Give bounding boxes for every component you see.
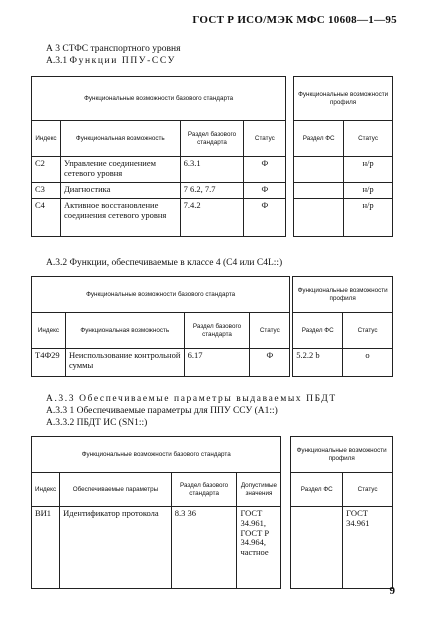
cell-index: С3 <box>32 183 61 199</box>
cell-index: ВИ1 <box>32 507 60 589</box>
table-row <box>32 349 393 377</box>
table2-base-caption: Функциональные возможности базового стандарта <box>32 277 290 313</box>
cell-status: Ф <box>244 183 286 199</box>
cell-fs <box>294 183 344 199</box>
cell-func: Диагностика <box>60 183 180 199</box>
table2-profile-caption: Функциональные возможности профиля <box>293 277 393 313</box>
section-a331-title: А.3.3 1 Обеспечиваемые параметры для ППУ ССУ (А1::) <box>46 406 278 416</box>
table-pbdt-params <box>31 436 393 589</box>
table-class4-functions <box>31 276 393 377</box>
table3-col-section: Раздел базового стандарта <box>171 473 237 507</box>
cell-fs <box>291 507 343 589</box>
section-a31-number: А.3.1 <box>46 56 68 66</box>
cell-index: Т4Ф29 <box>32 349 66 377</box>
section-a332-title: А.3.3.2 ПБДТ ИС (SN1::) <box>46 418 148 428</box>
cell-profile-status: ГОСТ 34.961 <box>343 507 393 589</box>
cell-section: 7.4.2 <box>180 199 244 237</box>
table3-base-caption: Функциональные возможности базового стандарта <box>32 437 281 473</box>
cell-section: 8.3 36 <box>171 507 237 589</box>
table-row <box>32 507 393 589</box>
cell-status: Ф <box>244 199 286 237</box>
table3-col-allowed: Допустимые значения <box>237 473 281 507</box>
table-functions-ppu-ssu <box>31 76 393 237</box>
table2-col-fs-section: Раздел ФС <box>293 313 343 349</box>
cell-index: С4 <box>32 199 61 237</box>
section-a32-title: А.3.2 Функции, обеспечиваемые в классе 4 (С4 или С4L::) <box>46 258 283 268</box>
cell-status: Ф <box>244 157 286 183</box>
cell-section: 7 6.2, 7.7 <box>180 183 244 199</box>
table2-col-profile-status: Статус <box>343 313 393 349</box>
table1-col-profile-status: Статус <box>344 121 393 157</box>
table2-col-status: Статус <box>250 313 290 349</box>
table1-col-index: Индекс <box>32 121 61 157</box>
cell-profile-status: н/р <box>344 183 393 199</box>
cell-fs <box>294 199 344 237</box>
table1-base-caption: Функциональные возможности базового стандарта <box>32 77 286 121</box>
cell-param: Идентификатор протокола <box>60 507 172 589</box>
table-row <box>32 157 393 183</box>
page-number: 9 <box>389 585 395 597</box>
table2-col-func: Функциональная возможность <box>65 313 184 349</box>
section-a33-title: А.3.3 Обеспечиваемые параметры выдаваемых ПБДТ <box>46 394 337 404</box>
section-a3-title: А 3 СТФС транспортного уровня <box>46 44 181 54</box>
table3-profile-caption: Функциональные возможности профиля <box>291 437 393 473</box>
cell-section: 6.3.1 <box>180 157 244 183</box>
table1-col-section: Раздел базового стандарта <box>180 121 244 157</box>
cell-section: 6.17 <box>184 349 250 377</box>
cell-func: Неиспользование контрольной суммы <box>65 349 184 377</box>
table1-col-status: Статус <box>244 121 286 157</box>
table2-col-index: Индекс <box>32 313 66 349</box>
cell-profile-status: о <box>343 349 393 377</box>
cell-func: Активное восстановление соединения сетевого уровня <box>60 199 180 237</box>
cell-status: Ф <box>250 349 290 377</box>
cell-fs: 5.2.2 b <box>293 349 343 377</box>
table3-col-fs-section: Раздел ФС <box>291 473 343 507</box>
table1-col-func: Функциональная возможность <box>60 121 180 157</box>
section-a31-text: Функции ППУ-ССУ <box>69 56 176 66</box>
cell-index: С2 <box>32 157 61 183</box>
cell-profile-status: н/р <box>344 199 393 237</box>
table3-col-profile-status: Статус <box>343 473 393 507</box>
page-header: ГОСТ Р ИСО/МЭК МФС 10608—1—95 <box>192 14 397 26</box>
section-a31-title <box>46 56 176 66</box>
cell-profile-status: н/р <box>344 157 393 183</box>
cell-func: Управление соединением сетевого уровня <box>60 157 180 183</box>
table2-col-section: Раздел базового стандарта <box>184 313 250 349</box>
table1-profile-caption: Функциональные возможности профиля <box>294 77 393 121</box>
table3-col-index: Индекс <box>32 473 60 507</box>
table-row <box>32 183 393 199</box>
table-row <box>32 199 393 237</box>
table1-col-fs-section: Раздел ФС <box>294 121 344 157</box>
cell-fs <box>294 157 344 183</box>
cell-allowed: ГОСТ 34.961, ГОСТ Р 34.964, частное <box>237 507 281 589</box>
table3-col-params: Обеспечиваемые параметры <box>60 473 172 507</box>
